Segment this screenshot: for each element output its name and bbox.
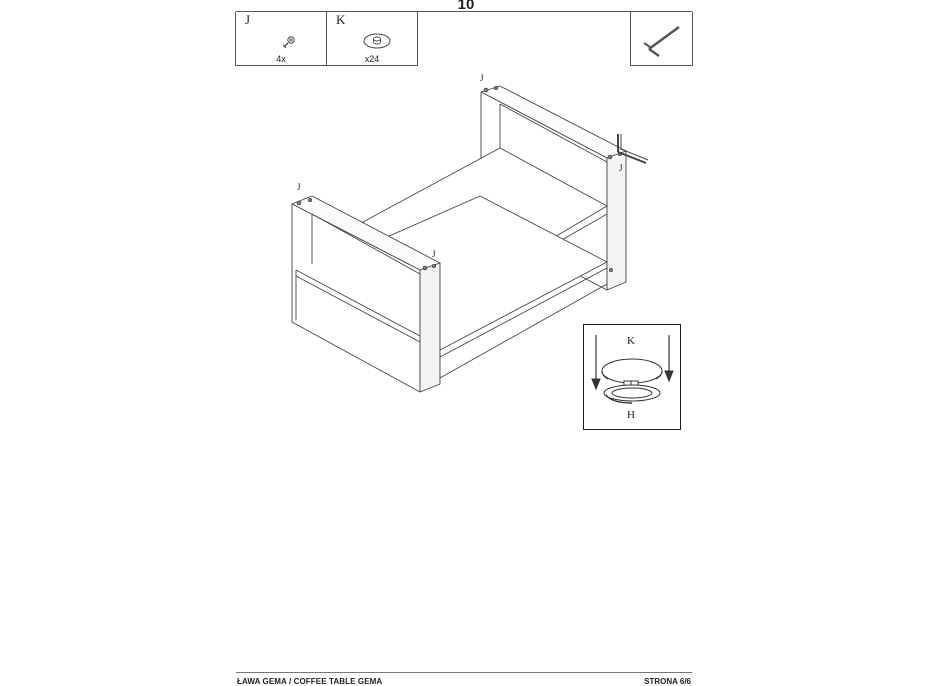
detail-label-k: K — [627, 335, 635, 347]
part-label-j: J — [480, 73, 484, 83]
footer-rule — [236, 672, 692, 673]
part-label-j: J — [432, 249, 436, 259]
page-number: STRONA 6/6 — [644, 677, 691, 686]
part-letter: J — [245, 12, 251, 27]
step-number: 10 — [457, 0, 475, 13]
footer-title: ŁAWA GEMA / COFFEE TABLE GEMA — [237, 677, 383, 686]
part-quantity: x24 — [364, 54, 380, 64]
part-letter: K — [336, 12, 346, 27]
part-label-j: J — [619, 163, 623, 173]
part-quantity: 4x — [276, 54, 286, 64]
part-label-j: J — [297, 182, 301, 192]
detail-callout — [583, 324, 681, 430]
detail-label-h: H — [627, 409, 635, 421]
